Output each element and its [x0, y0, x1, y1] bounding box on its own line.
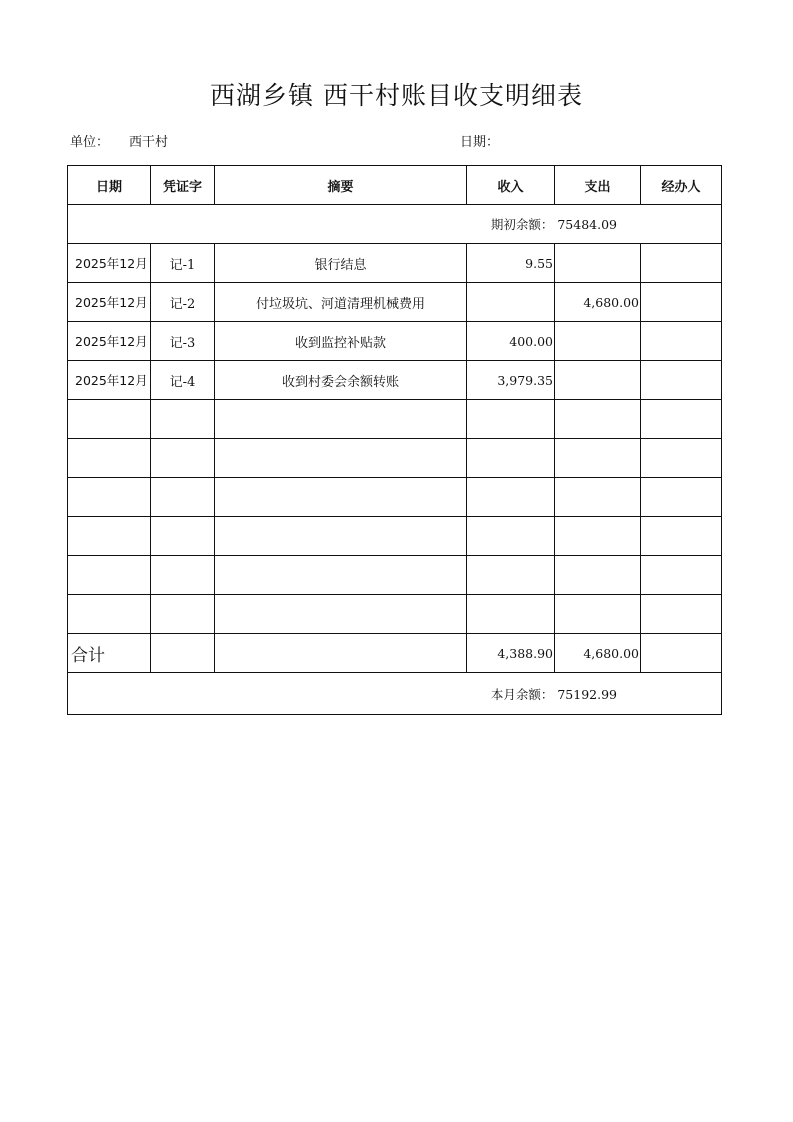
- row-date: 2025年12月: [68, 283, 151, 322]
- row-handler: [641, 283, 722, 322]
- row-voucher: 记-4: [151, 361, 215, 400]
- row-income: 3,979.35: [467, 361, 555, 400]
- date-label: 日期：: [460, 135, 500, 150]
- row-expense: [555, 322, 641, 361]
- empty-row: [68, 400, 722, 439]
- row-summary: 银行结息: [215, 244, 467, 283]
- row-summary: 付垃圾坑、河道清理机械费用: [215, 283, 467, 322]
- row-summary: 收到村委会余额转账: [215, 361, 467, 400]
- row-voucher: 记-2: [151, 283, 215, 322]
- row-voucher: 记-3: [151, 322, 215, 361]
- total-row: [68, 634, 722, 673]
- row-income: 400.00: [467, 322, 555, 361]
- opening-balance-row: [68, 205, 722, 244]
- opening-balance: 期初余额： 75484.09: [68, 205, 722, 244]
- closing-balance-row: [68, 673, 722, 715]
- header-summary: 摘要: [215, 166, 467, 205]
- table-row: [68, 322, 722, 361]
- row-expense: [555, 244, 641, 283]
- row-expense: [555, 361, 641, 400]
- row-expense: 4,680.00: [555, 283, 641, 322]
- unit-label: 单位：: [70, 135, 110, 150]
- row-income: 9.55: [467, 244, 555, 283]
- header-income: 收入: [467, 166, 555, 205]
- ledger-table: [67, 165, 722, 715]
- empty-row: [68, 556, 722, 595]
- empty-row: [68, 517, 722, 556]
- table-row: [68, 283, 722, 322]
- empty-row: [68, 595, 722, 634]
- closing-balance: 本月余额： 75192.99: [68, 673, 722, 715]
- total-label: 合计: [68, 634, 151, 673]
- total-expense: 4,680.00: [555, 634, 641, 673]
- row-date: 2025年12月: [68, 361, 151, 400]
- empty-row: [68, 478, 722, 517]
- unit-value: 西干村: [129, 135, 169, 150]
- total-income: 4,388.90: [467, 634, 555, 673]
- row-voucher: 记-1: [151, 244, 215, 283]
- row-handler: [641, 244, 722, 283]
- row-handler: [641, 322, 722, 361]
- header-expense: 支出: [555, 166, 641, 205]
- row-date: 2025年12月: [68, 322, 151, 361]
- header-row: [68, 166, 722, 205]
- empty-row: [68, 439, 722, 478]
- row-summary: 收到监控补贴款: [215, 322, 467, 361]
- table-row: [68, 244, 722, 283]
- row-income: [467, 283, 555, 322]
- row-handler: [641, 361, 722, 400]
- unit-field: [70, 131, 168, 150]
- header-voucher: 凭证字: [151, 166, 215, 205]
- date-field: [460, 131, 499, 150]
- page-title: 西湖乡镇 西干村账目收支明细表: [210, 81, 583, 110]
- header-handler: 经办人: [641, 166, 722, 205]
- table-row: [68, 361, 722, 400]
- header-date: 日期: [68, 166, 151, 205]
- row-date: 2025年12月: [68, 244, 151, 283]
